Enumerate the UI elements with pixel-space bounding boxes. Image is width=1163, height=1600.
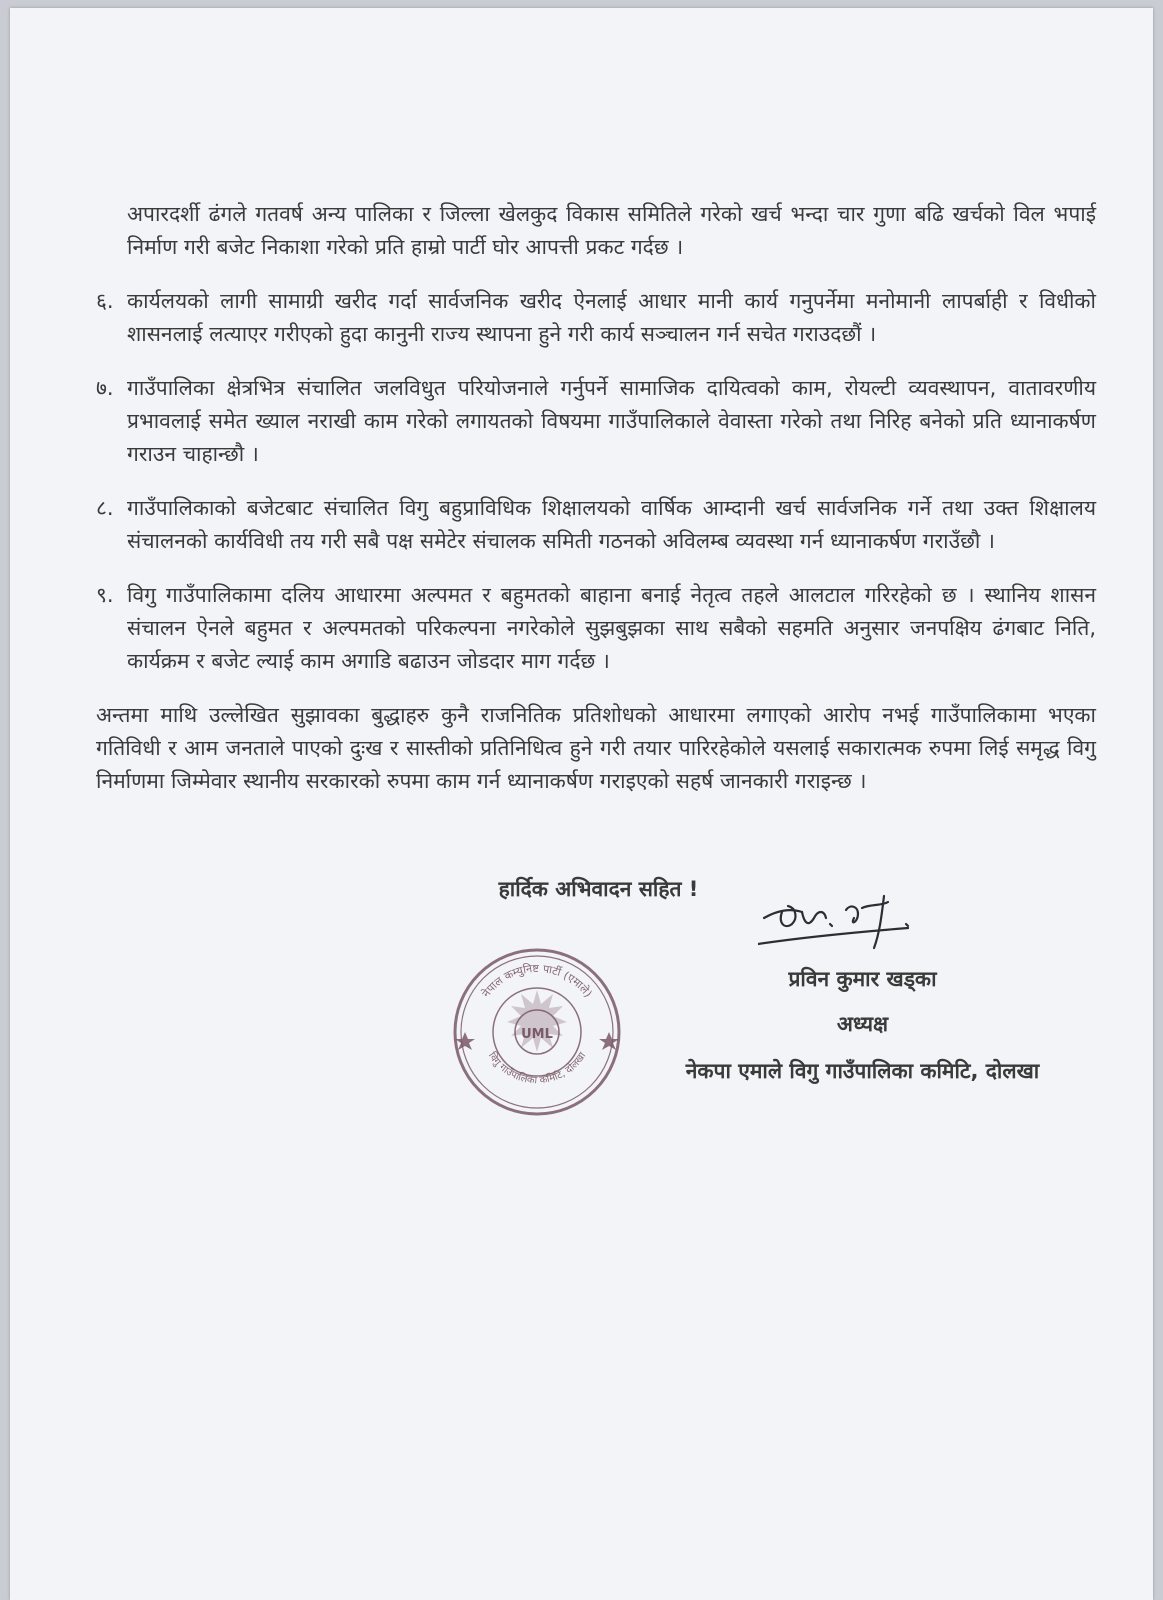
- item-text: कार्यलयको लागी सामाग्री खरीद गर्दा सार्वजनिक खरीद ऐनलाई आधार मानी कार्य गनुपर्नेमा मनोमानी लापर्बाही र विधीको शासनलाई लत्याएर गरीएको हुदा कानुनी राज्य स्थापना हुने गरी कार्य सञ्चालन गर्न सचेत गराउदछौं ।: [127, 289, 1096, 346]
- svg-text:नेपाल कम्युनिष्ट पार्टी (एमाले: नेपाल कम्युनिष्ट पार्टी (एमाले): [479, 961, 595, 1000]
- list-item-7: [96, 372, 1096, 471]
- document-page: [10, 8, 1153, 1600]
- item-number: ८.: [96, 496, 114, 520]
- svg-text:UML: UML: [521, 1027, 553, 1042]
- letter-body: [96, 198, 1096, 798]
- item-number: ७.: [96, 376, 114, 400]
- greeting: हार्दिक अभिवादन सहित !: [498, 877, 699, 901]
- svg-text:विगु गाउँपालिका कमिटि, दोलखा: विगु गाउँपालिका कमिटि, दोलखा: [485, 1050, 589, 1087]
- closing-paragraph: अन्तमा माथि उल्लेखित सुझावका बुद्धाहरु कुनै राजनितिक प्रतिशोधको आधारमा लगाएको आरोप नभई गाउँपालिकामा भएका गतिविधी र आम जनताले पाएको दुःख र सास्तीको प्रतिनिधित्व हुने गरी तयार पारिरहेकोले यसलाई सकारात्मक रुपमा लिई समृद्ध विगु निर्माणमा जिम्मेवार स्थानीय सरकारको रुपमा काम गर्न ध्यानाकर्षण गराइएको सहर्ष जानकारी गराइन्छ ।: [96, 703, 1096, 793]
- item-number: ६.: [96, 289, 114, 313]
- handwritten-signature: [758, 888, 948, 958]
- item-text: गाउँपालिका क्षेत्रभित्र संचालित जलविधुत परियोजनाले गर्नुपर्ने सामाजिक दायित्वको काम, रोयल्टी व्यवस्थापन, वातावरणीय प्रभावलाई समेत ख्याल नराखी काम गरेको लगायतको विषयमा गाउँपालिकाले वेवास्ता गरेको तथा निरिह बनेको प्रति ध्यानाकर्षण गराउन चाहान्छौ ।: [127, 376, 1096, 466]
- signer-name: प्रविन कुमार खड्का: [788, 967, 937, 991]
- list-item-6: [96, 285, 1096, 351]
- list-item-8: [96, 492, 1096, 558]
- item-text: गाउँपालिकाको बजेटबाट संचालित विगु बहुप्राविधिक शिक्षालयको वार्षिक आम्दानी खर्च सार्वजनिक गर्ने तथा उक्त शिक्षालय संचालनको कार्यविधी तय गरी सबै पक्ष समेटेर संचालक समिती गठनको अविलम्ब व्यवस्था गर्न ध्यानाकर्षण गराउँछौ ।: [127, 496, 1096, 553]
- list-item-9: [96, 579, 1096, 678]
- signer-organization: नेकपा एमाले विगु गाउँपालिका कमिटि, दोलखा: [685, 1059, 1040, 1083]
- item-text: विगु गाउँपालिकामा दलिय आधारमा अल्पमत र बहुमतको बाहाना बनाई नेतृत्व तहले आलटाल गरिरहेको छ । स्थानिय शासन संचालन ऐनले बहुमत र अल्पमतको परिकल्पना नगरेकोले सुझबुझका साथ सबैको सहमति अनुसार जनपक्षिय ढंगबाट निति, कार्यक्रम र बजेट ल्याई काम अगाडि बढाउन जोडदार माग गर्दछ ।: [127, 583, 1096, 673]
- party-seal-stamp: [451, 946, 623, 1118]
- signer-title: अध्यक्ष: [836, 1012, 889, 1036]
- intro-continuation: अपारदर्शी ढंगले गतवर्ष अन्य पालिका र जिल्ला खेलकुद विकास समितिले गरेको खर्च भन्दा चार गुणा बढि खर्चको विल भपाई निर्माण गरी बजेट निकाशा गरेको प्रति हाम्रो पार्टी घोर आपत्ती प्रकट गर्दछ ।: [127, 202, 1096, 259]
- item-number: ९.: [96, 583, 114, 607]
